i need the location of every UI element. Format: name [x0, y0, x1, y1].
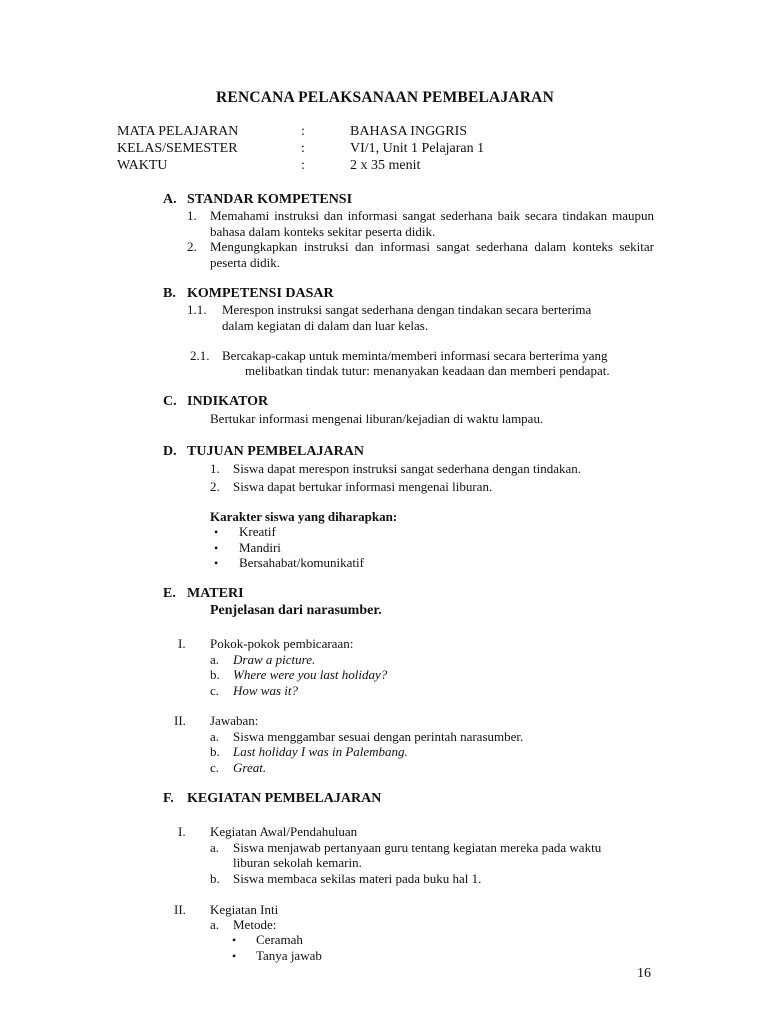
- info-value-class: VI/1, Unit 1 Pelajaran 1: [350, 141, 485, 156]
- list-item-line: liburan sekolah kemarin.: [233, 855, 362, 870]
- info-separator: :: [301, 141, 305, 156]
- info-separator: :: [301, 124, 305, 139]
- page-number: 16: [637, 966, 651, 981]
- list-number: 1.: [187, 208, 197, 223]
- list-item: Where were you last holiday?: [233, 667, 388, 682]
- list-item: Siswa dapat merespon instruksi sangat sederhana dengan tindakan.: [233, 461, 582, 476]
- list-item: Siswa dapat bertukar informasi mengenai liburan.: [233, 479, 493, 494]
- list-number: 2.: [187, 239, 197, 254]
- info-separator: :: [301, 158, 305, 173]
- section-letter: C.: [163, 394, 177, 409]
- karakter-item: Kreatif: [239, 524, 276, 539]
- section-heading: INDIKATOR: [187, 394, 269, 409]
- list-item: How was it?: [233, 683, 299, 698]
- part-label: Kegiatan Awal/Pendahuluan: [210, 824, 358, 839]
- list-item: Great.: [233, 760, 267, 775]
- section-heading: STANDAR KOMPETENSI: [187, 192, 353, 207]
- karakter-heading: Karakter siswa yang diharapkan:: [210, 509, 398, 524]
- section-letter: B.: [163, 286, 176, 301]
- bullet-icon: •: [214, 556, 219, 570]
- list-item-line: Siswa membaca sekilas materi pada buku hal 1.: [233, 871, 482, 886]
- info-value-time: 2 x 35 menit: [350, 158, 421, 173]
- list-number: 2.1.: [190, 348, 210, 363]
- list-letter: a.: [210, 652, 220, 667]
- roman-number: II.: [174, 713, 186, 728]
- list-number: 1.: [210, 461, 220, 476]
- metode-item: Ceramah: [256, 932, 303, 947]
- list-item: Mengungkapkan instruksi dan informasi sangat sederhana dalam konteks sekitar peserta didik.: [210, 239, 654, 270]
- list-item: Last holiday I was in Palembang.: [233, 744, 408, 759]
- list-item: Memahami instruksi dan informasi sangat sederhana baik secara tindakan maupun bahasa dalam konteks sekitar peserta didik.: [210, 208, 654, 239]
- list-item-line: Merespon instruksi sangat sederhana dengan tindakan secara berterima: [222, 302, 592, 317]
- roman-number: I.: [178, 824, 186, 839]
- list-letter: a.: [210, 917, 220, 932]
- list-number: 2.: [210, 479, 220, 494]
- info-label-time: WAKTU: [117, 158, 168, 173]
- part-label: Kegiatan Inti: [210, 902, 279, 917]
- section-letter: D.: [163, 444, 177, 459]
- roman-number: I.: [178, 636, 186, 651]
- document-title: RENCANA PELAKSANAAN PEMBELAJARAN: [216, 89, 554, 106]
- materi-subheading: Penjelasan dari narasumber.: [210, 603, 382, 618]
- indikator-text: Bertukar informasi mengenai liburan/kejadian di waktu lampau.: [210, 411, 544, 426]
- list-letter: c.: [210, 683, 220, 698]
- section-heading: KOMPETENSI DASAR: [187, 286, 334, 301]
- bullet-icon: •: [214, 541, 219, 555]
- section-letter: F.: [163, 791, 174, 806]
- section-heading: KEGIATAN PEMBELAJARAN: [187, 791, 382, 806]
- part-label: Pokok-pokok pembicaraan:: [210, 636, 354, 651]
- list-letter: b.: [210, 744, 220, 759]
- karakter-item: Mandiri: [239, 540, 281, 555]
- info-value-subject: BAHASA INGGRIS: [350, 124, 468, 139]
- info-label-class: KELAS/SEMESTER: [117, 141, 238, 156]
- part-label: Jawaban:: [210, 713, 259, 728]
- karakter-item: Bersahabat/komunikatif: [239, 555, 364, 570]
- list-letter: a.: [210, 729, 220, 744]
- section-letter: E.: [163, 586, 176, 601]
- list-letter: b.: [210, 667, 220, 682]
- list-letter: c.: [210, 760, 220, 775]
- list-item: Draw a picture.: [233, 652, 316, 667]
- list-letter: b.: [210, 871, 220, 886]
- list-item: Siswa menggambar sesuai dengan perintah narasumber.: [233, 729, 524, 744]
- list-letter: a.: [210, 840, 220, 855]
- section-heading: TUJUAN PEMBELAJARAN: [187, 444, 364, 459]
- info-label-subject: MATA PELAJARAN: [117, 124, 239, 139]
- section-heading: MATERI: [187, 586, 244, 601]
- roman-number: II.: [174, 902, 186, 917]
- list-item-line: melibatkan tindak tutur: menanyakan keadaan dan memberi pendapat.: [245, 363, 610, 378]
- metode-item: Tanya jawab: [256, 948, 322, 963]
- list-item-line: dalam kegiatan di dalam dan luar kelas.: [222, 318, 429, 333]
- list-item-line: Siswa menjawab pertanyaan guru tentang kegiatan mereka pada waktu: [233, 840, 602, 855]
- list-item-line: Bercakap-cakap untuk meminta/memberi informasi secara berterima yang: [222, 348, 608, 363]
- bullet-icon: •: [232, 933, 237, 947]
- bullet-icon: •: [232, 949, 237, 963]
- bullet-icon: •: [214, 525, 219, 539]
- metode-label: Metode:: [233, 917, 277, 932]
- list-number: 1.1.: [187, 302, 207, 317]
- section-letter: A.: [163, 192, 177, 207]
